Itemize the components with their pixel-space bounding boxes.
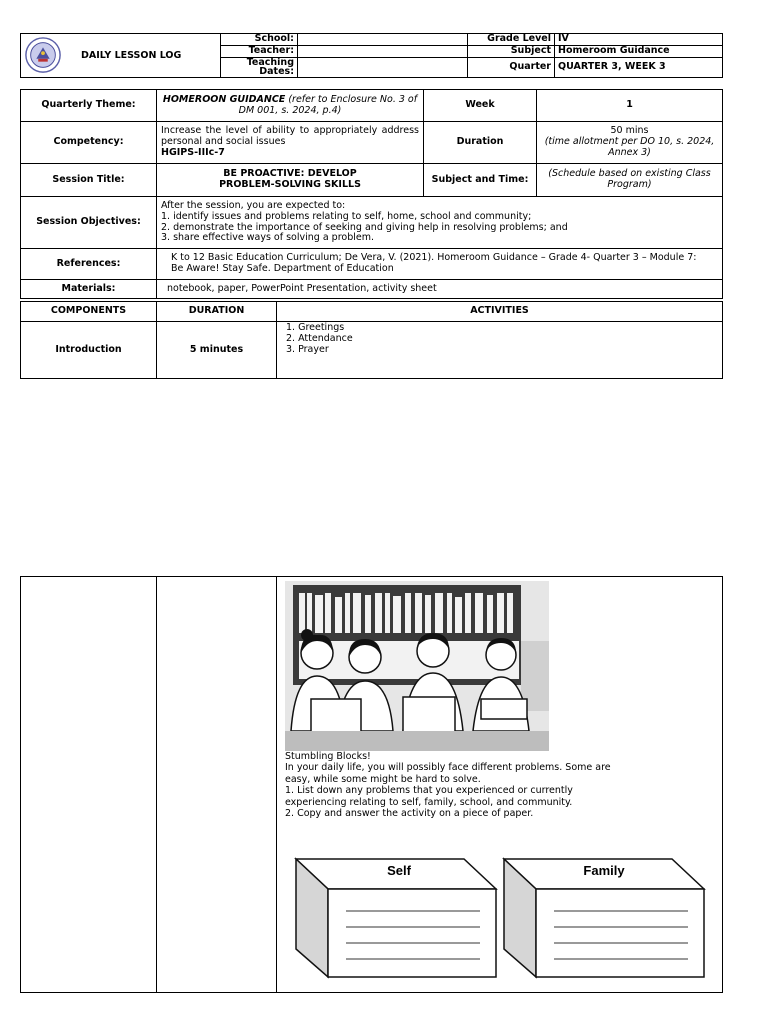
references-line2: Be Aware! Stay Safe. Department of Education	[171, 263, 394, 274]
dates-label-line1: Teaching	[246, 56, 294, 68]
competency-label: Competency:	[21, 122, 157, 164]
dates-label	[221, 57, 298, 77]
session-title-value	[157, 164, 424, 197]
theme-value-bold: HOMEROON GUIDANCE	[162, 93, 286, 105]
col-components: COMPONENTS	[21, 302, 157, 322]
dates-field[interactable]	[298, 57, 468, 77]
components-table	[20, 301, 723, 379]
materials-label: Materials:	[21, 280, 157, 299]
teacher-field[interactable]	[298, 45, 468, 57]
activity-line: 1. List down any problems that you experienced or currently	[285, 785, 573, 797]
duration-note: (time allotment per DO 10, s. 2024, Annex 3)	[544, 136, 715, 158]
students-reading-illustration	[285, 581, 549, 751]
theme-value-note: (refer to Enclosure No. 3 of DM 001, s. 2024, p.4)	[238, 93, 418, 116]
objectives-line: 3. share effective ways of solving a problem.	[161, 232, 375, 244]
subject-time-value: (Schedule based on existing Class Program)	[537, 164, 723, 197]
activity-line: In your daily life, you will possibly face different problems. Some are	[285, 762, 611, 774]
continuation-components-cell	[21, 577, 157, 993]
competency-value	[157, 122, 424, 164]
intro-duration: 5 minutes	[157, 322, 277, 379]
week-label: Week	[424, 90, 537, 122]
teacher-label: Teacher:	[221, 45, 298, 57]
quarter-label: Quarter	[468, 57, 555, 77]
family-box-label: Family	[583, 863, 625, 878]
activity-line: 2. Copy and answer the activity on a piece of paper.	[285, 807, 534, 819]
subject-label: Subject	[468, 45, 555, 57]
objectives-line: After the session, you are expected to:	[161, 199, 346, 211]
activity-item: 2. Attendance	[286, 332, 353, 344]
grade-label: Grade Level	[468, 34, 555, 46]
document-title: DAILY LESSON LOG	[81, 49, 182, 61]
activity-item: 3. Prayer	[286, 343, 329, 355]
references-line1: K to 12 Basic Education Curriculum; De Vera, V. (2021). Homeroom Guidance – Grade 4- Quarter 3 – Module 7:	[171, 252, 697, 264]
school-label: School:	[221, 34, 298, 46]
grade-value: IV	[555, 34, 723, 46]
duration-value: 50 mins	[610, 125, 649, 137]
activity-line: experiencing relating to self, family, school, and community.	[285, 796, 573, 808]
col-activities: ACTIVITIES	[277, 302, 723, 322]
intro-activities	[277, 322, 723, 379]
objectives-label: Session Objectives:	[21, 197, 157, 249]
competency-code: HGIPS-IIIc-7	[161, 146, 225, 158]
header-title-cell	[21, 34, 221, 78]
school-field[interactable]	[298, 34, 468, 46]
dates-label-line2: Dates:	[259, 66, 294, 78]
references-label: References:	[21, 249, 157, 280]
session-title-line1: BE PROACTIVE: DEVELOP	[223, 168, 357, 180]
week-value: 1	[537, 90, 723, 122]
activity-title: Stumbling Blocks!	[285, 751, 371, 762]
self-box-label: Self	[387, 863, 411, 878]
theme-value	[157, 90, 424, 122]
session-title-line2: PROBLEM-SOLVING SKILLS	[219, 179, 361, 190]
intro-label: Introduction	[21, 322, 157, 379]
materials-value: notebook, paper, PowerPoint Presentation, activity sheet	[157, 280, 723, 299]
objectives-value	[157, 197, 723, 249]
continuation-duration-cell	[157, 577, 277, 993]
references-value	[157, 249, 723, 280]
theme-label: Quarterly Theme:	[21, 90, 157, 122]
col-duration: DURATION	[157, 302, 277, 322]
objectives-line: 1. identify issues and problems relating to self, home, school and community;	[161, 210, 532, 222]
activity-line: easy, while some might be hard to solve.	[285, 773, 481, 785]
session-title-label: Session Title:	[21, 164, 157, 197]
subject-time-label: Subject and Time:	[424, 164, 537, 197]
subject-value: Homeroom Guidance	[555, 45, 723, 57]
competency-text: Increase the level of ability to appropriately address personal and social issues	[161, 125, 419, 148]
activity-item: 1. Greetings	[286, 322, 345, 333]
deped-seal-icon	[24, 36, 62, 74]
duration-label: Duration	[424, 122, 537, 164]
header-table	[20, 33, 723, 78]
duration-value-cell	[537, 122, 723, 164]
lesson-table	[20, 89, 723, 299]
objectives-line: 2. demonstrate the importance of seeking and giving help in resolving problems; and	[161, 221, 568, 233]
quarter-value: QUARTER 3, WEEK 3	[555, 57, 723, 77]
